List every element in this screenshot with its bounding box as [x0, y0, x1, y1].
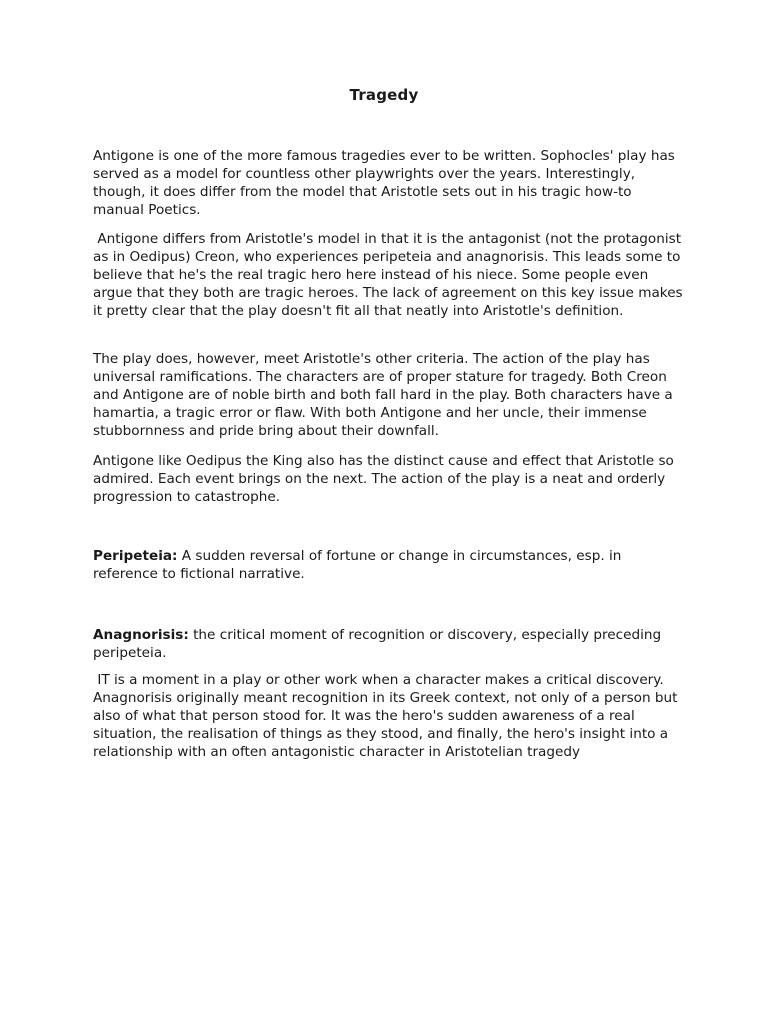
paragraph-cause-effect: Antigone like Oedipus the King also has the distinct cause and effect that Aristotle so admired. Each event brings on the next. The action of the play is a neat and orderly progression to catastrophe.: [93, 453, 674, 505]
definition-text: A sudden reversal of fortune or change in circumstances, esp. in reference to fictional narrative.: [93, 548, 626, 582]
definition-peripeteia: [93, 547, 683, 583]
paragraph-anagnorisis-detail: IT is a moment in a play or other work when a character makes a critical discovery. Anagnorisis originally meant recognition in its Greek context, not only of a person but also of what that person stood for. It was the hero's sudden awareness of a real situation, the realisation of things as they stood, and finally, the hero's insight into a relationship with an often antagonistic character in Aristotelian tragedy: [93, 672, 682, 760]
paragraph-antagonist: Antigone differs from Aristotle's model in that it is the antagonist (not the protagonist as in Oedipus) Creon, who experiences peripeteia and anagnorisis. This leads some to believe that he's the real tragic hero here instead of his niece. Some people even argue that they both are tragic heroes. The lack of agreement on this key issue makes it pretty clear that the play doesn't fit all that neatly into Aristotle's definition.: [93, 231, 687, 319]
definition-term: Anagnorisis:: [93, 627, 189, 643]
definition-anagnorisis: [93, 626, 683, 662]
paragraph-criteria: The play does, however, meet Aristotle's other criteria. The action of the play has universal ramifications. The characters are of proper stature for tragedy. Both Creon and Antigone are of noble birth and both fall hard in the play. Both characters have a hamartia, a tragic error or flaw. With both Antigone and her uncle, their immense stubbornness and pride bring about their downfall.: [93, 351, 673, 439]
definition-text: the critical moment of recognition or discovery, especially preceding peripeteia.: [93, 627, 666, 661]
paragraph-intro: Antigone is one of the more famous tragedies ever to be written. Sophocles' play has served as a model for countless other playwrights over the years. Interestingly, though, it does differ from the model that Aristotle sets out in his tragic how-to manual Poetics.: [93, 148, 675, 218]
definition-term: Peripeteia:: [93, 548, 178, 564]
document-title: Tragedy: [349, 86, 419, 104]
